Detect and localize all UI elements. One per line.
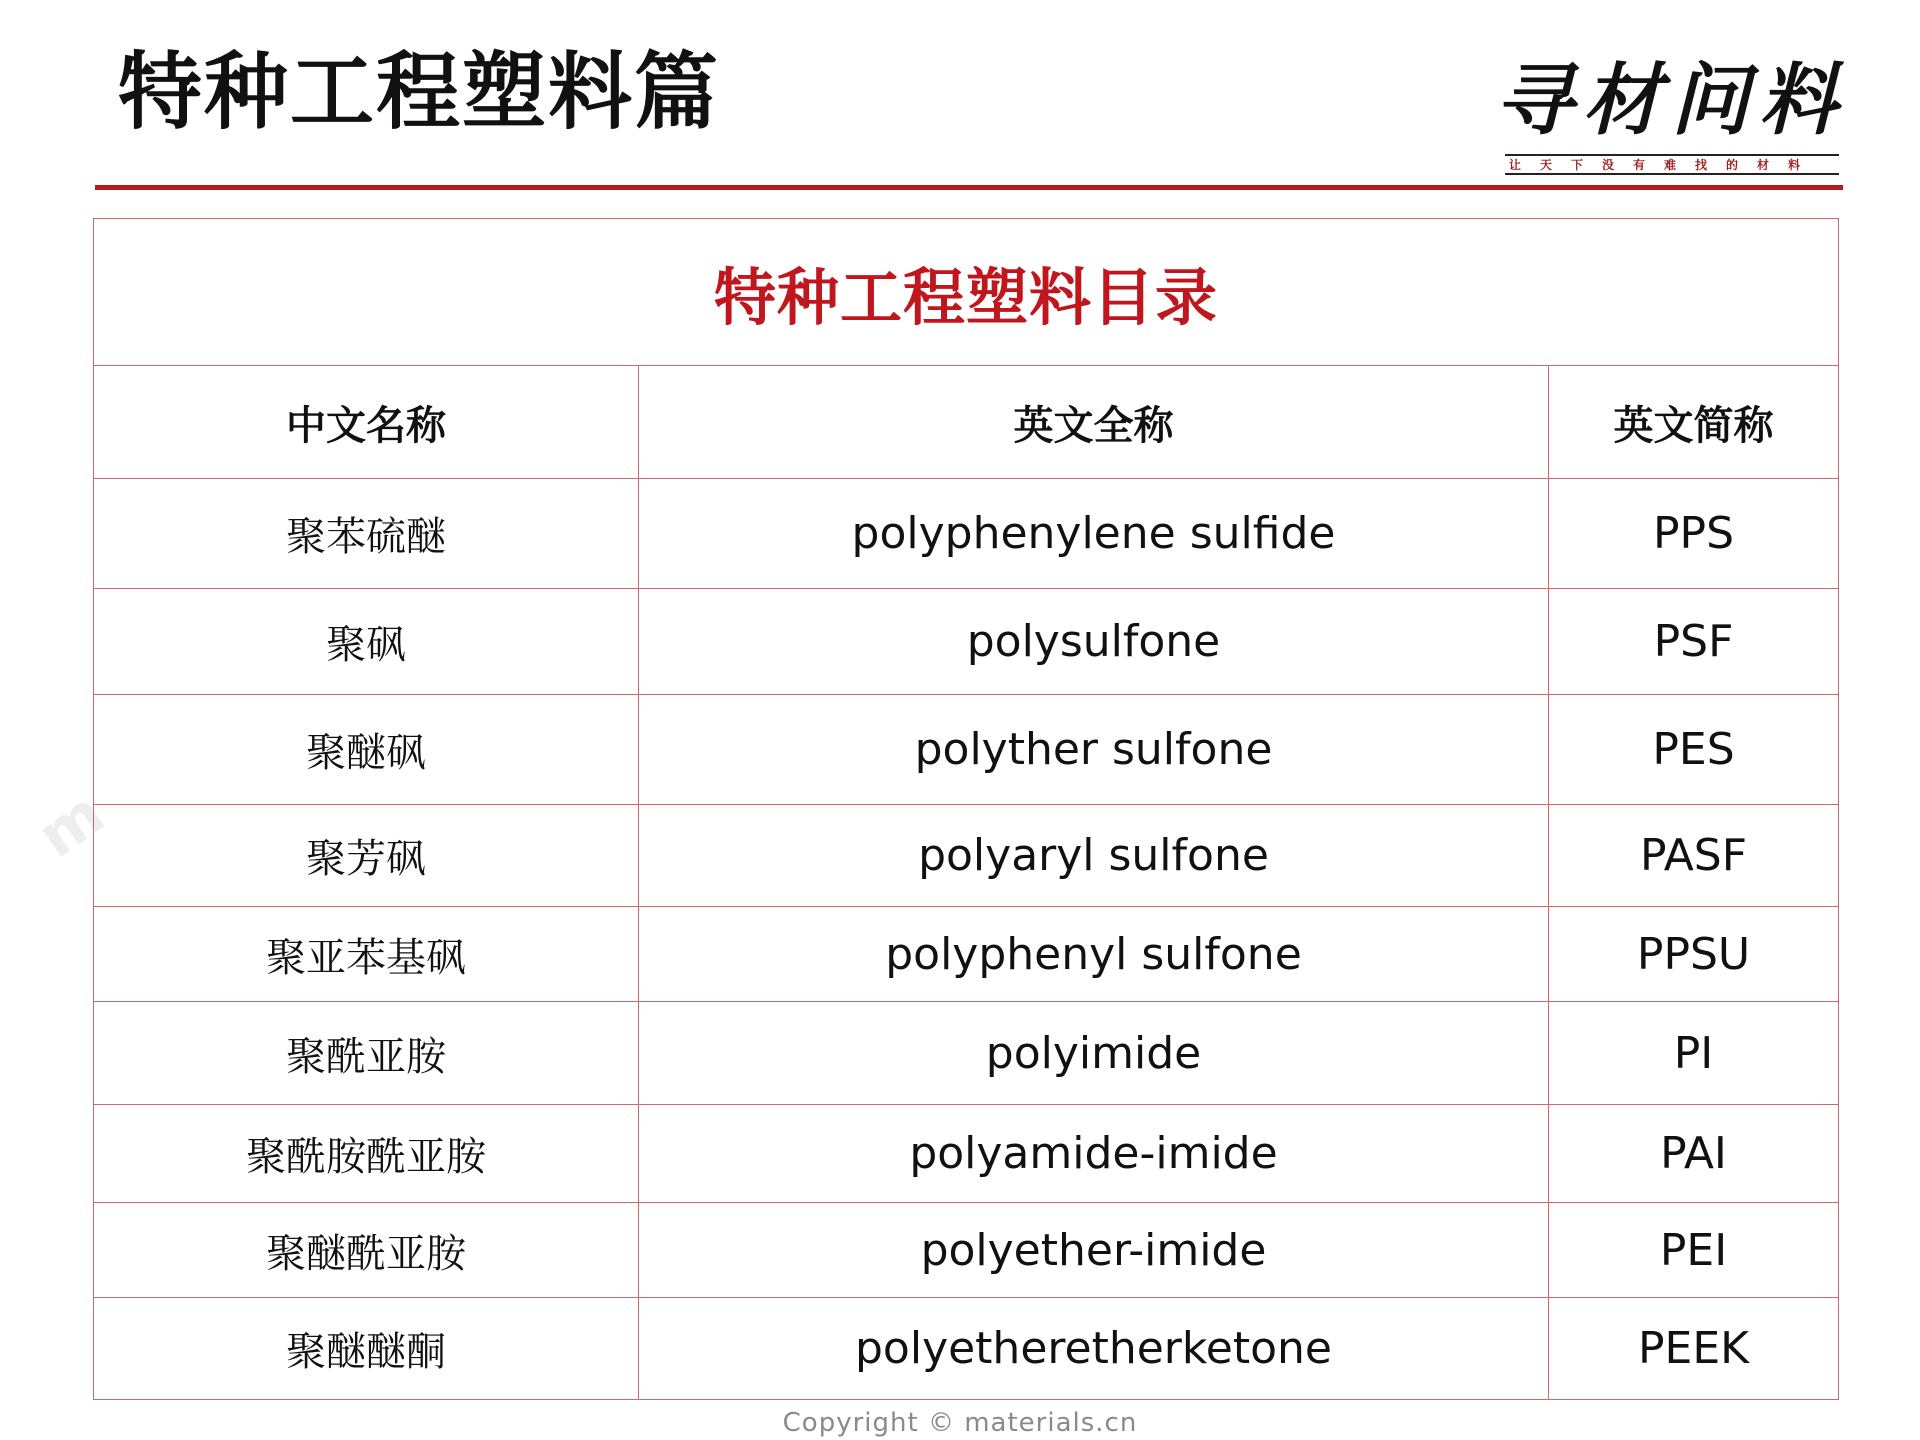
cell-abbr: PASF — [1549, 805, 1839, 907]
cell-en: polyether-imide — [639, 1203, 1549, 1298]
header-divider — [95, 185, 1843, 190]
table-row — [94, 1002, 1839, 1105]
logo-text: 寻材问料 — [1495, 55, 1848, 146]
caption-row — [94, 219, 1839, 366]
cell-zh: 聚醚醚酮 — [94, 1298, 639, 1400]
copyright-footer: Copyright © materials.cn — [782, 1408, 1138, 1438]
cell-abbr: PSF — [1549, 589, 1839, 695]
cell-en: polysulfone — [639, 589, 1549, 695]
cell-en: polyther sulfone — [639, 695, 1549, 805]
cell-zh: 聚酰胺酰亚胺 — [94, 1105, 639, 1203]
table-row — [94, 805, 1839, 907]
cell-zh: 聚苯硫醚 — [94, 479, 639, 589]
cell-en: polyphenyl sulfone — [639, 907, 1549, 1002]
cell-zh: 聚亚苯基砜 — [94, 907, 639, 1002]
cell-en: polyaryl sulfone — [639, 805, 1549, 907]
cell-en: polyimide — [639, 1002, 1549, 1105]
table-row — [94, 1105, 1839, 1203]
cell-zh: 聚砜 — [94, 589, 639, 695]
table-caption: 特种工程塑料目录 — [94, 219, 1839, 366]
cell-abbr: PPS — [1549, 479, 1839, 589]
page-title: 特种工程塑料篇 — [118, 43, 721, 141]
header-row — [94, 366, 1839, 479]
watermark: m — [25, 778, 117, 872]
cell-zh: 聚醚酰亚胺 — [94, 1203, 639, 1298]
cell-abbr: PEEK — [1549, 1298, 1839, 1400]
cell-en: polyetheretherketone — [639, 1298, 1549, 1400]
cell-en: polyamide-imide — [639, 1105, 1549, 1203]
table-row — [94, 589, 1839, 695]
table-row — [94, 479, 1839, 589]
table-row — [94, 907, 1839, 1002]
cell-abbr: PPSU — [1549, 907, 1839, 1002]
table-row — [94, 1298, 1839, 1400]
column-header-en: 英文全称 — [639, 366, 1549, 479]
cell-zh: 聚醚砜 — [94, 695, 639, 805]
column-header-zh: 中文名称 — [94, 366, 639, 479]
cell-zh: 聚芳砜 — [94, 805, 639, 907]
table-row — [94, 1203, 1839, 1298]
brand-logo — [1495, 55, 1855, 182]
column-header-abbr: 英文简称 — [1549, 366, 1839, 479]
cell-zh: 聚酰亚胺 — [94, 1002, 639, 1105]
cell-abbr: PAI — [1549, 1105, 1839, 1203]
logo-slogan: 让天下没有难找的材料 — [1505, 154, 1839, 175]
cell-abbr: PI — [1549, 1002, 1839, 1105]
catalog-table — [93, 218, 1839, 1400]
table-row — [94, 695, 1839, 805]
cell-abbr: PEI — [1549, 1203, 1839, 1298]
cell-en: polyphenylene sulfide — [639, 479, 1549, 589]
cell-abbr: PES — [1549, 695, 1839, 805]
